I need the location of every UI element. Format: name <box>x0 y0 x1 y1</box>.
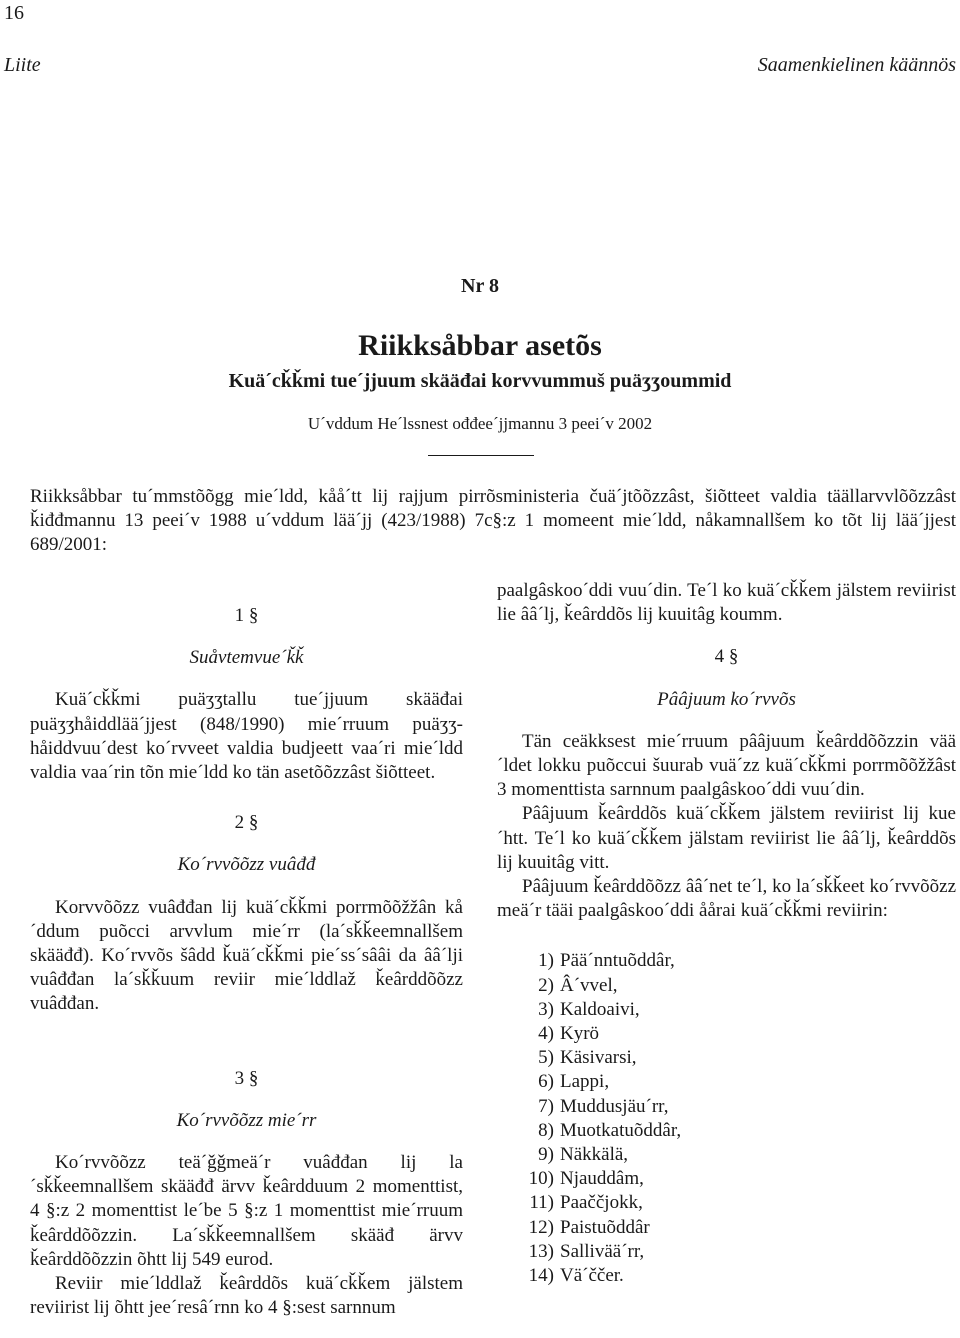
section-3-text: Ko´rvvõõzz teä´ǧǧmeä´r vuâđđan lij la´sǩǩeemnallšem skääđđ ärvv ǩeârdduum 2 momenttist, 4 §:z 2 momenttist le´be 5 §:z 1 momenttist mie´rruum ǩeârddõõzzin. La´sǩǩeemnallšem skääđ ärvv ǩeârddõõzzin õhtt lij 549 eurod. <box>30 1152 463 1270</box>
list-item: 5) Käsivarsi, <box>538 1047 637 1069</box>
list-item: 11) Paaččjokk, <box>529 1192 643 1214</box>
list-item: 4) Kyrö <box>538 1023 600 1045</box>
section-1-text: Kuä´cǩǩmi puäʒʒtallu tue´jjuum skääđai puäʒʒhåiddlää´jjest (848/1990) mie´rruum puäʒʒhåiddvuu´dest ko´rvveet valdia budjeett vaa´ri mie´ldd valdia vaa´rin tõn mie´ldd ko tän asetõõzzâst šiõtteet. <box>30 689 463 784</box>
section-4-paragraph-3: Pââjuum ǩeârddõõzz ââ´net te´l, ko la´sǩǩeet ko´rvvõõzz meä´r tääi paalgâskoo´ddi åårai kuä´cǩǩmi reviirin: <box>497 876 956 922</box>
document-subtitle: Kuä´cǩǩmi tue´jjuum skääđai korvvummuš puäʒʒoummid <box>228 370 732 392</box>
section-4-paragraph-2: Pââjuum ǩeârddõs kuä´cǩǩem jälstem reviirist lij kue´htt. Te´l ko kuä´cǩǩem jälstam reviirist lie ââ´lj, ǩeârddõs lij kuuitâg vitt. <box>497 803 956 873</box>
list-item: 7) Muddusjäu´rr, <box>538 1095 669 1117</box>
running-header-left: Liite <box>4 54 41 76</box>
list-item: 2) Â´vvel, <box>538 974 618 996</box>
list-item: 12) Paistuõddâr <box>528 1216 650 1238</box>
list-item: 9) Näkkälä, <box>538 1144 629 1166</box>
page-number: 16 <box>4 2 24 24</box>
section-2-title: Ko´rvvõõzz vuâđđ <box>177 854 316 876</box>
title-divider <box>428 455 534 456</box>
section-2-number: 2 § <box>234 812 259 834</box>
list-item: 1) Pää´nntuõddâr, <box>538 950 675 972</box>
list-item: 3) Kaldoaivi, <box>538 998 640 1020</box>
preamble: Riikksåbbar tu´mmstõõgg mie´ldd, kåå´tt lij rajjum pirrõsministeria čuä´jtõõzzâst, šiõtteet valdia täällarvvlõõzzâst ǩiđđmannu 13 peei´v 1988 u´vddum lää´jj (423/1988) 7c§:z 1 momeent mie´ldd, nåkamnallšem ko tõt lij lää´jjest 689/2001: <box>30 486 956 555</box>
left-column <box>30 604 463 1320</box>
list-item: 8) Muotkatuõddâr, <box>538 1119 682 1141</box>
list-item: 13) Sallivää´rr, <box>528 1240 645 1262</box>
section-1-title: Suåvtemvue´ǩǩ <box>189 647 304 669</box>
issue-date: U´vddum He´lssnest ođđee´jjmannu 3 peei´v 2002 <box>307 414 653 433</box>
list-item: 14) Vä´ččer. <box>528 1265 624 1287</box>
reindeer-herding-district-list <box>497 949 956 1288</box>
document-title: Riikksåbbar asetõs <box>358 329 602 362</box>
section-4-number: 4 § <box>714 646 739 668</box>
list-item: 10) Njauddâm, <box>528 1168 644 1190</box>
section-4-title: Pââjuum ko´rvvõs <box>657 688 796 710</box>
section-3-continuation: paalgâskoo´ddi vuu´din. Te´l ko kuä´cǩǩem jälstem reviirist lie ââ´lj, ǩeârddõs lij kuuitâg koumm. <box>497 580 956 626</box>
running-header-right: Saamenkielinen käännös <box>757 54 956 76</box>
list-item: 6) Lappi, <box>538 1071 610 1093</box>
section-3-text-2: Reviir mie´lddlaž ǩeârddõs kuä´cǩǩem jälstem reviirist lij õhtt jee´resâ´rnn ko 4 §:sest sarnnum <box>30 1273 463 1319</box>
right-column <box>497 579 956 1288</box>
section-3-number: 3 § <box>234 1067 259 1089</box>
section-4-paragraph-1: Tän ceäkksest mie´rruum pââjuum ǩeârddõõzzin vää´ldet lokku puõccui šuurab vuä´zz kuä´cǩǩmi porrmõõžžâst 3 momenttista sarnnum paalgâskoo´ddi vuu´din. <box>497 730 956 801</box>
section-2-text: Korvvõõzz vuâđđan lij kuä´cǩǩmi porrmõõžžân kå´ddum puõcci arvvlum mie´rr (la´sǩǩeemnallšem skääđđ). Ko´rvvõs šâdd ǩuä´cǩǩmi pie´ss´sââi da ââ´lji vuâđđan la´sǩǩuum reviir mie´lddlaž ǩeârddõõzz vuâđđan. <box>30 896 463 1015</box>
document-number: Nr 8 <box>461 275 499 297</box>
section-3-title: Ko´rvvõõzz mie´rr <box>176 1109 317 1131</box>
section-1-number: 1 § <box>234 605 259 626</box>
